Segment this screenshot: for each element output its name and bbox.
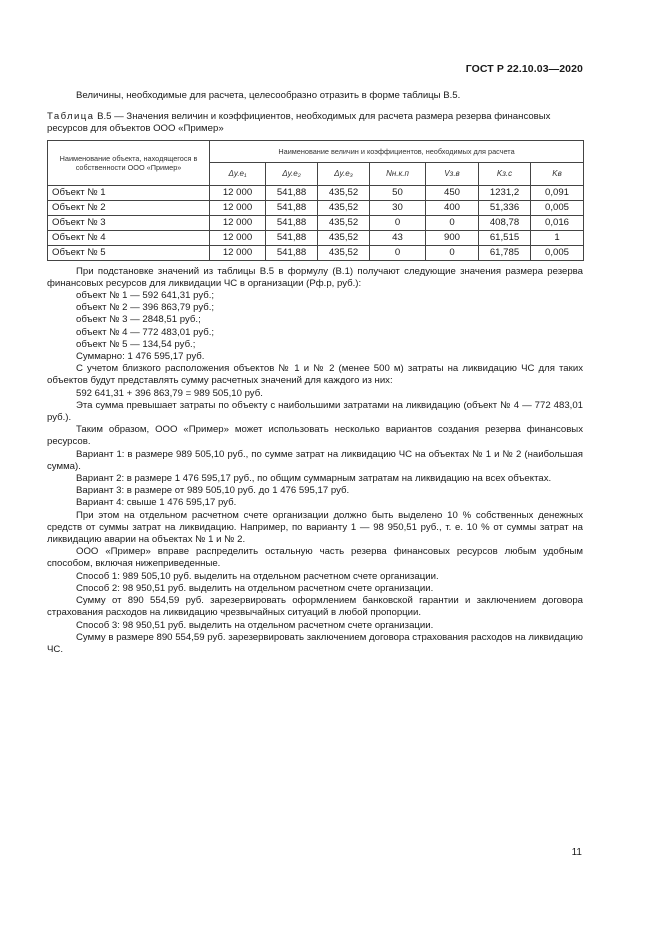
column-header: Δу.е₃ xyxy=(318,163,370,186)
text-paragraph: При этом на отдельном расчетном счете организации должно быть выделено 10 % собственных денежных средств от суммы затрат на ликвидацию. Например, по варианту 1 — 98 950,51 руб., т. е. 10 % от суммы затрат на ликвидацию аварии на объектах № 1 и № 2. xyxy=(47,509,583,546)
text-paragraph: объект № 5 — 134,54 руб.; xyxy=(76,338,196,350)
text-paragraph: Вариант 1: в размере 989 505,10 руб., по сумме затрат на ликвидацию ЧС на объектах № 1 и № 2 (наибольшая сумма). xyxy=(47,448,583,472)
text-paragraph: объект № 3 — 2848,51 руб.; xyxy=(76,314,201,326)
body-text xyxy=(47,266,583,657)
object-name-cell: Объект № 4 xyxy=(48,230,210,245)
object-name-cell: Объект № 5 xyxy=(48,245,210,260)
caption-text: — Значения величин и коэффициентов, необходимых для расчета размера резерва финансовых ресурсов для объектов ООО «Пример» xyxy=(47,111,551,135)
text-paragraph: Сумму от 890 554,59 руб. зарезервировать оформлением банковской гарантии и заключением договора страхования расходов на ликвидацию чрезвычайных ситуаций в любой пропорции. xyxy=(47,595,583,619)
value-cell: 435,52 xyxy=(318,185,370,200)
value-cell: 12 000 xyxy=(210,230,266,245)
value-cell: 0,016 xyxy=(531,215,584,230)
text-paragraph: ООО «Пример» вправе распределить остальную часть резерва финансовых ресурсов любым удобным способом, включая нижеприведенные. xyxy=(47,546,583,570)
column-header: Δу.е₂ xyxy=(266,163,318,186)
page-number: 11 xyxy=(571,847,582,858)
value-cell: 435,52 xyxy=(318,200,370,215)
text-paragraph: С учетом близкого расположения объектов № 1 и № 2 (менее 500 м) затраты на ликвидацию ЧС для таких объектов будут представлять сумму расчетных значений для каждого из них: xyxy=(47,363,583,387)
text-paragraph: Эта сумма превышает затраты по объекту с наибольшими затратами на ликвидацию (объект № 4 — 772 483,01 руб.). xyxy=(47,399,583,424)
text-paragraph: Вариант 2: в размере 1 476 595,17 руб., по общим суммарным затратам на ликвидацию на всех объектах. xyxy=(76,473,552,485)
value-cell: 0 xyxy=(426,245,479,260)
values-table xyxy=(47,140,584,261)
value-cell: 408,78 xyxy=(479,215,531,230)
text-paragraph: Способ 1: 989 505,10 руб. выделить на отдельном расчетном счете организации. xyxy=(76,570,439,582)
table-row xyxy=(48,185,584,200)
text-paragraph: Вариант 3: в размере от 989 505,10 руб. до 1 476 595,17 руб. xyxy=(76,485,350,497)
value-cell: 541,88 xyxy=(266,185,318,200)
text-paragraph: Вариант 4: свыше 1 476 595,17 руб. xyxy=(76,497,237,509)
table-row xyxy=(48,215,584,230)
text-paragraph: 592 641,31 + 396 863,79 = 989 505,10 руб. xyxy=(76,387,263,399)
caption-label: Таблица xyxy=(47,111,95,123)
value-cell: 30 xyxy=(370,200,426,215)
text-paragraph: объект № 1 — 592 641,31 руб.; xyxy=(76,290,215,302)
object-name-cell: Объект № 1 xyxy=(48,185,210,200)
caption-number: В.5 xyxy=(97,111,112,123)
text-paragraph: Суммарно: 1 476 595,17 руб. xyxy=(76,351,205,363)
value-cell: 541,88 xyxy=(266,200,318,215)
values-group-header: Наименование величин и коэффициентов, необходимых для расчета xyxy=(210,140,584,163)
value-cell: 1 xyxy=(531,230,584,245)
value-cell: 541,88 xyxy=(266,230,318,245)
value-cell: 0 xyxy=(370,245,426,260)
object-name-cell: Объект № 3 xyxy=(48,215,210,230)
value-cell: 450 xyxy=(426,185,479,200)
value-cell: 0 xyxy=(370,215,426,230)
table-row xyxy=(48,245,584,260)
standard-designation: ГОСТ Р 22.10.03—2020 xyxy=(465,63,583,75)
column-header: Kз.с xyxy=(479,163,531,186)
text-paragraph: объект № 2 — 396 863,79 руб.; xyxy=(76,302,215,314)
value-cell: 435,52 xyxy=(318,230,370,245)
text-paragraph: Сумму в размере 890 554,59 руб. зарезервировать заключением договора страхования расходов на ликвидацию ЧС. xyxy=(47,631,583,655)
value-cell: 12 000 xyxy=(210,200,266,215)
value-cell: 900 xyxy=(426,230,479,245)
column-header: Vз.в xyxy=(426,163,479,186)
value-cell: 51,336 xyxy=(479,200,531,215)
value-cell: 0,005 xyxy=(531,200,584,215)
column-header: Nн.к.п xyxy=(370,163,426,186)
value-cell: 43 xyxy=(370,230,426,245)
text-paragraph: При подстановке значений из таблицы В.5 в формулу (В.1) получают следующие значения размера резерва финансовых ресурсов для ликвидации ЧС в организации (Рф.р, руб.): xyxy=(47,265,583,289)
value-cell: 400 xyxy=(426,200,479,215)
text-paragraph: Способ 2: 98 950,51 руб. выделить на отдельном расчетном счете организации. xyxy=(76,582,434,594)
column-header: Δу.е₁ xyxy=(210,163,266,186)
value-cell: 50 xyxy=(370,185,426,200)
value-cell: 541,88 xyxy=(266,245,318,260)
table-caption xyxy=(47,111,583,135)
value-cell: 0,091 xyxy=(531,185,584,200)
value-cell: 541,88 xyxy=(266,215,318,230)
value-cell: 435,52 xyxy=(318,215,370,230)
value-cell: 0 xyxy=(426,215,479,230)
object-name-cell: Объект № 2 xyxy=(48,200,210,215)
text-paragraph: Способ 3: 98 950,51 руб. выделить на отдельном расчетном счете организации. xyxy=(76,619,434,631)
value-cell: 61,515 xyxy=(479,230,531,245)
value-cell: 61,785 xyxy=(479,245,531,260)
page-content xyxy=(47,90,583,656)
column-header: Kв xyxy=(531,163,584,186)
text-paragraph: объект № 4 — 772 483,01 руб.; xyxy=(76,326,215,338)
value-cell: 435,52 xyxy=(318,245,370,260)
object-name-header: Наименование объекта, находящегося в собственности ООО «Пример» xyxy=(48,140,210,185)
value-cell: 1231,2 xyxy=(479,185,531,200)
value-cell: 12 000 xyxy=(210,215,266,230)
table-row xyxy=(48,230,584,245)
value-cell: 12 000 xyxy=(210,185,266,200)
text-paragraph: Таким образом, ООО «Пример» может использовать несколько вариантов создания резерва финансовых ресурсов. xyxy=(47,424,583,448)
intro-paragraph: Величины, необходимые для расчета, целесообразно отразить в форме таблицы В.5. xyxy=(76,90,461,101)
value-cell: 0,005 xyxy=(531,245,584,260)
table-row xyxy=(48,200,584,215)
value-cell: 12 000 xyxy=(210,245,266,260)
